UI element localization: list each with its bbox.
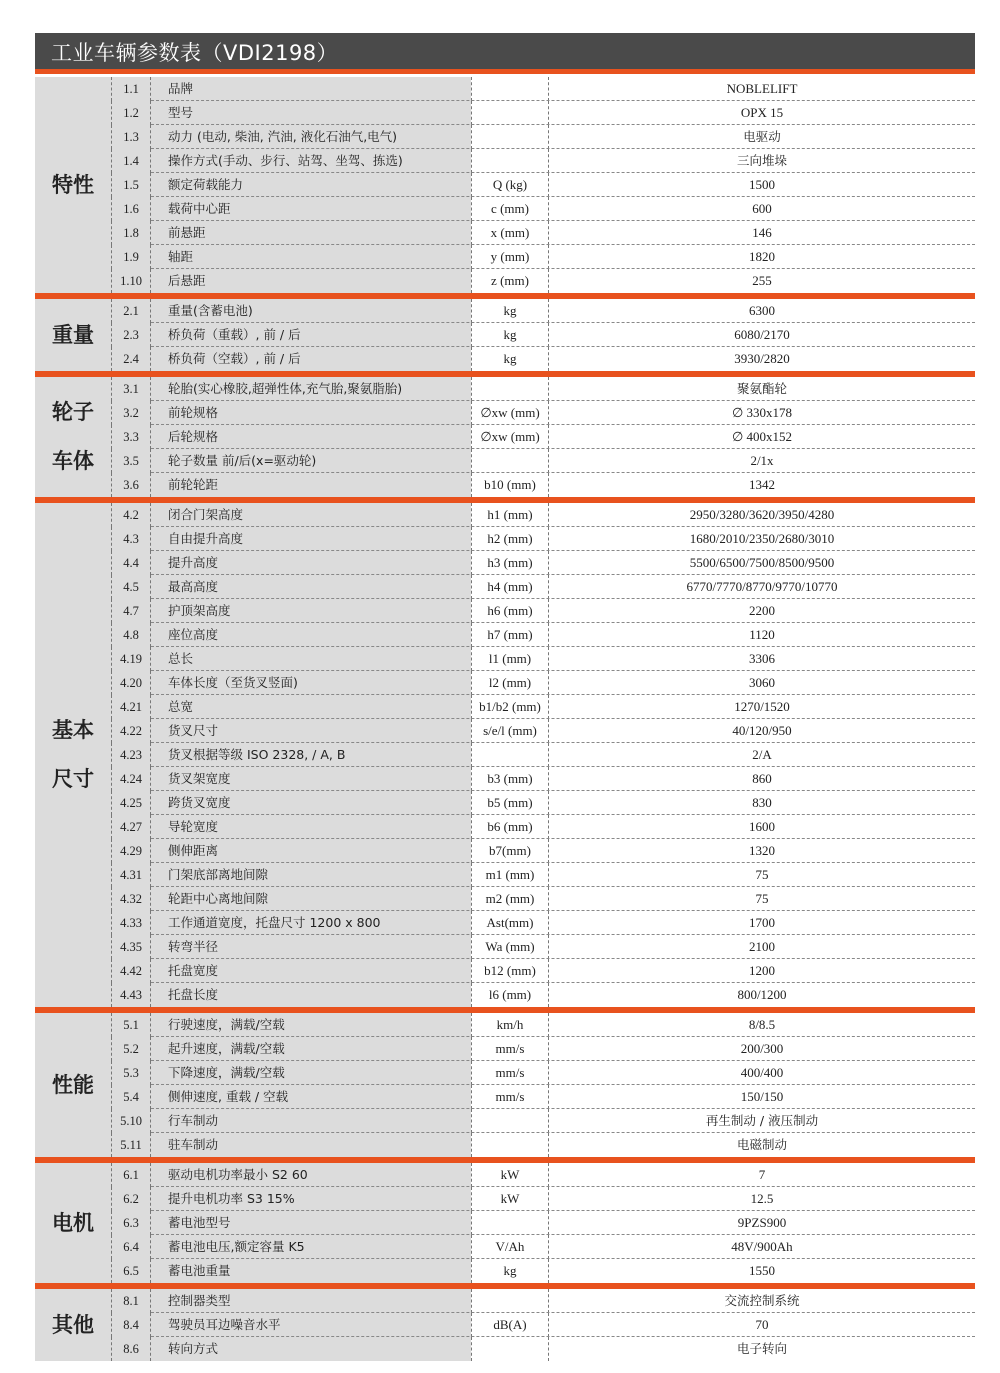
- row-unit: kg: [471, 323, 549, 347]
- row-value: 3306: [549, 647, 975, 671]
- row-index: 4.29: [111, 839, 151, 863]
- row-unit: km/h: [471, 1013, 549, 1037]
- row-unit: Wa (mm): [471, 935, 549, 959]
- row-index: 4.4: [111, 551, 151, 575]
- row-name: 托盘长度: [151, 983, 471, 1007]
- row-index: 5.11: [111, 1133, 151, 1157]
- row-unit: V/Ah: [471, 1235, 549, 1259]
- row-value: 2950/3280/3620/3950/4280: [549, 503, 975, 527]
- row-name: 转向方式: [151, 1337, 471, 1361]
- row-value: 电子转向: [549, 1337, 975, 1361]
- row-name: 后悬距: [151, 269, 471, 293]
- row-value: 1200: [549, 959, 975, 983]
- row-unit: kg: [471, 347, 549, 371]
- row-name: 前轮规格: [151, 401, 471, 425]
- row-value: 48V/900Ah: [549, 1235, 975, 1259]
- row-value: 交流控制系统: [549, 1289, 975, 1313]
- row-index: 6.2: [111, 1187, 151, 1211]
- row-index: 8.1: [111, 1289, 151, 1313]
- spec-row: [35, 527, 975, 551]
- row-value: 75: [549, 863, 975, 887]
- row-unit: kg: [471, 1259, 549, 1283]
- row-index: 4.43: [111, 983, 151, 1007]
- row-index: 1.3: [111, 125, 151, 149]
- row-unit: l2 (mm): [471, 671, 549, 695]
- row-value: 1550: [549, 1259, 975, 1283]
- spec-section: [35, 1289, 975, 1361]
- row-value: 三向堆垛: [549, 149, 975, 173]
- row-unit: [471, 1289, 549, 1313]
- row-unit: c (mm): [471, 197, 549, 221]
- row-index: 4.27: [111, 815, 151, 839]
- row-name: 桥负荷（空载）, 前 / 后: [151, 347, 471, 371]
- row-name: 下降速度，满载/空载: [151, 1061, 471, 1085]
- spec-row: [35, 911, 975, 935]
- row-unit: [471, 1133, 549, 1157]
- row-value: 1680/2010/2350/2680/3010: [549, 527, 975, 551]
- spec-row: [35, 647, 975, 671]
- spec-row: [35, 1337, 975, 1361]
- row-value: 9PZS900: [549, 1211, 975, 1235]
- spec-row: [35, 1109, 975, 1133]
- row-value: 3060: [549, 671, 975, 695]
- row-index: 4.19: [111, 647, 151, 671]
- row-name: 前轮轮距: [151, 473, 471, 497]
- row-value: 255: [549, 269, 975, 293]
- row-unit: dB(A): [471, 1313, 549, 1337]
- row-unit: b5 (mm): [471, 791, 549, 815]
- category-label: 其他: [52, 1312, 94, 1337]
- row-unit: h3 (mm): [471, 551, 549, 575]
- spec-row: [35, 1163, 975, 1187]
- spec-row: [35, 1061, 975, 1085]
- spec-row: [35, 839, 975, 863]
- spec-row: [35, 1235, 975, 1259]
- spec-row: [35, 575, 975, 599]
- row-value: 146: [549, 221, 975, 245]
- spec-row: [35, 1085, 975, 1109]
- row-unit: [471, 125, 549, 149]
- row-name: 侧伸距离: [151, 839, 471, 863]
- row-value: 电驱动: [549, 125, 975, 149]
- row-value: 75: [549, 887, 975, 911]
- row-name: 型号: [151, 101, 471, 125]
- row-name: 座位高度: [151, 623, 471, 647]
- row-index: 1.4: [111, 149, 151, 173]
- row-unit: [471, 101, 549, 125]
- row-value: 6080/2170: [549, 323, 975, 347]
- row-name: 驱动电机功率最小 S2 60: [151, 1163, 471, 1187]
- row-value: 400/400: [549, 1061, 975, 1085]
- spec-section: [35, 299, 975, 371]
- row-unit: [471, 743, 549, 767]
- row-name: 操作方式(手动、步行、站驾、坐驾、拣选): [151, 149, 471, 173]
- row-index: 6.5: [111, 1259, 151, 1283]
- spec-row: [35, 149, 975, 173]
- row-unit: ∅xw (mm): [471, 401, 549, 425]
- row-unit: kW: [471, 1163, 549, 1187]
- row-index: 4.42: [111, 959, 151, 983]
- row-name: 控制器类型: [151, 1289, 471, 1313]
- spec-row: [35, 1289, 975, 1313]
- spec-row: [35, 767, 975, 791]
- row-value: 1700: [549, 911, 975, 935]
- row-name: 轴距: [151, 245, 471, 269]
- row-index: 5.3: [111, 1061, 151, 1085]
- row-value: 6300: [549, 299, 975, 323]
- row-name: 品牌: [151, 77, 471, 101]
- row-index: 3.6: [111, 473, 151, 497]
- row-name: 总宽: [151, 695, 471, 719]
- row-name: 行驶速度，满载/空载: [151, 1013, 471, 1037]
- category-label: 轮子: [52, 400, 94, 424]
- row-unit: m1 (mm): [471, 863, 549, 887]
- row-name: 蓄电池电压,额定容量 K5: [151, 1235, 471, 1259]
- row-name: 动力 (电动, 柴油, 汽油, 液化石油气,电气): [151, 125, 471, 149]
- row-unit: b3 (mm): [471, 767, 549, 791]
- row-name: 托盘宽度: [151, 959, 471, 983]
- spec-section: [35, 1163, 975, 1283]
- row-unit: [471, 449, 549, 473]
- row-index: 4.8: [111, 623, 151, 647]
- row-name: 跨货叉宽度: [151, 791, 471, 815]
- row-name: 车体长度（至货叉竖面): [151, 671, 471, 695]
- row-name: 驾驶员耳边噪音水平: [151, 1313, 471, 1337]
- row-value: 830: [549, 791, 975, 815]
- row-unit: kW: [471, 1187, 549, 1211]
- row-index: 5.10: [111, 1109, 151, 1133]
- row-name: 蓄电池重量: [151, 1259, 471, 1283]
- spec-row: [35, 863, 975, 887]
- row-index: 8.4: [111, 1313, 151, 1337]
- row-unit: h6 (mm): [471, 599, 549, 623]
- spec-row: [35, 791, 975, 815]
- row-index: 4.33: [111, 911, 151, 935]
- row-value: 1270/1520: [549, 695, 975, 719]
- spec-row: [35, 425, 975, 449]
- row-value: 3930/2820: [549, 347, 975, 371]
- row-name: 最高高度: [151, 575, 471, 599]
- row-index: 4.5: [111, 575, 151, 599]
- spec-row: [35, 695, 975, 719]
- row-unit: h7 (mm): [471, 623, 549, 647]
- row-name: 轮子数量 前/后(x=驱动轮): [151, 449, 471, 473]
- row-value: OPX 15: [549, 101, 975, 125]
- spec-row: [35, 503, 975, 527]
- row-index: 3.3: [111, 425, 151, 449]
- row-value: 2/1x: [549, 449, 975, 473]
- row-unit: h4 (mm): [471, 575, 549, 599]
- row-index: 5.1: [111, 1013, 151, 1037]
- row-index: 4.21: [111, 695, 151, 719]
- category-label: 车体: [52, 449, 94, 473]
- row-name: 门架底部离地间隙: [151, 863, 471, 887]
- row-unit: mm/s: [471, 1061, 549, 1085]
- row-index: 3.1: [111, 377, 151, 401]
- row-unit: b1/b2 (mm): [471, 695, 549, 719]
- row-value: 1600: [549, 815, 975, 839]
- spec-row: [35, 245, 975, 269]
- row-index: 4.25: [111, 791, 151, 815]
- row-value: 40/120/950: [549, 719, 975, 743]
- row-name: 货叉尺寸: [151, 719, 471, 743]
- row-index: 2.4: [111, 347, 151, 371]
- row-unit: m2 (mm): [471, 887, 549, 911]
- spec-row: [35, 197, 975, 221]
- row-name: 后轮规格: [151, 425, 471, 449]
- spec-section: [35, 377, 975, 497]
- spec-row: [35, 1133, 975, 1157]
- page-header: [35, 33, 975, 74]
- row-name: 提升电机功率 S3 15%: [151, 1187, 471, 1211]
- row-unit: b12 (mm): [471, 959, 549, 983]
- spec-section: [35, 1013, 975, 1157]
- row-index: 6.3: [111, 1211, 151, 1235]
- row-value: 2100: [549, 935, 975, 959]
- row-name: 货叉根据等级 ISO 2328, / A, B: [151, 743, 471, 767]
- row-index: 4.35: [111, 935, 151, 959]
- row-index: 1.5: [111, 173, 151, 197]
- spec-row: [35, 959, 975, 983]
- row-unit: Ast(mm): [471, 911, 549, 935]
- spec-section: [35, 503, 975, 1007]
- row-unit: ∅xw (mm): [471, 425, 549, 449]
- row-unit: z (mm): [471, 269, 549, 293]
- row-unit: h1 (mm): [471, 503, 549, 527]
- spec-row: [35, 401, 975, 425]
- row-name: 前悬距: [151, 221, 471, 245]
- category-label: 特性: [52, 172, 94, 197]
- spec-row: [35, 815, 975, 839]
- row-index: 4.23: [111, 743, 151, 767]
- row-unit: l1 (mm): [471, 647, 549, 671]
- row-index: 6.4: [111, 1235, 151, 1259]
- row-name: 工作通道宽度，托盘尺寸 1200 x 800: [151, 911, 471, 935]
- row-index: 3.5: [111, 449, 151, 473]
- spec-row: [35, 1187, 975, 1211]
- spec-row: [35, 101, 975, 125]
- row-index: 4.24: [111, 767, 151, 791]
- category-label: 电机: [52, 1210, 94, 1235]
- row-index: 4.20: [111, 671, 151, 695]
- row-value: 电磁制动: [549, 1133, 975, 1157]
- row-name: 自由提升高度: [151, 527, 471, 551]
- row-index: 2.1: [111, 299, 151, 323]
- row-index: 1.10: [111, 269, 151, 293]
- spec-row: [35, 347, 975, 371]
- spec-row: [35, 473, 975, 497]
- row-name: 蓄电池型号: [151, 1211, 471, 1235]
- row-unit: [471, 149, 549, 173]
- row-index: 4.7: [111, 599, 151, 623]
- spec-section: [35, 77, 975, 293]
- spec-row: [35, 1037, 975, 1061]
- row-value: 860: [549, 767, 975, 791]
- row-unit: [471, 1109, 549, 1133]
- row-index: 4.32: [111, 887, 151, 911]
- row-unit: y (mm): [471, 245, 549, 269]
- spec-row: [35, 221, 975, 245]
- row-index: 5.2: [111, 1037, 151, 1061]
- row-value: 200/300: [549, 1037, 975, 1061]
- row-value: 12.5: [549, 1187, 975, 1211]
- spec-row: [35, 671, 975, 695]
- row-value: 600: [549, 197, 975, 221]
- row-value: ∅ 330x178: [549, 401, 975, 425]
- row-unit: b10 (mm): [471, 473, 549, 497]
- spec-row: [35, 743, 975, 767]
- row-value: 1120: [549, 623, 975, 647]
- spec-row: [35, 1259, 975, 1283]
- row-index: 4.2: [111, 503, 151, 527]
- row-index: 4.22: [111, 719, 151, 743]
- spec-row: [35, 983, 975, 1007]
- spec-row: [35, 551, 975, 575]
- row-unit: h2 (mm): [471, 527, 549, 551]
- row-index: 4.3: [111, 527, 151, 551]
- spec-row: [35, 599, 975, 623]
- row-unit: b7(mm): [471, 839, 549, 863]
- spec-row: [35, 719, 975, 743]
- row-unit: [471, 377, 549, 401]
- row-name: 转弯半径: [151, 935, 471, 959]
- row-unit: x (mm): [471, 221, 549, 245]
- spec-row: [35, 449, 975, 473]
- row-value: 6770/7770/8770/9770/10770: [549, 575, 975, 599]
- row-name: 侧伸速度, 重载 / 空载: [151, 1085, 471, 1109]
- row-unit: l6 (mm): [471, 983, 549, 1007]
- row-unit: [471, 77, 549, 101]
- spec-row: [35, 377, 975, 401]
- row-index: 1.2: [111, 101, 151, 125]
- row-name: 驻车制动: [151, 1133, 471, 1157]
- page-title: 工业车辆参数表（VDI2198）: [51, 41, 339, 65]
- spec-row: [35, 269, 975, 293]
- row-value: 150/150: [549, 1085, 975, 1109]
- spec-row: [35, 1013, 975, 1037]
- spec-row: [35, 77, 975, 101]
- row-index: 5.4: [111, 1085, 151, 1109]
- row-value: 800/1200: [549, 983, 975, 1007]
- row-name: 载荷中心距: [151, 197, 471, 221]
- row-index: 4.31: [111, 863, 151, 887]
- row-index: 1.6: [111, 197, 151, 221]
- row-value: NOBLELIFT: [549, 77, 975, 101]
- category-label: 尺寸: [52, 767, 94, 791]
- row-name: 轮距中心离地间隙: [151, 887, 471, 911]
- category-label: 基本: [52, 718, 94, 742]
- spec-row: [35, 1313, 975, 1337]
- row-name: 额定荷载能力: [151, 173, 471, 197]
- spec-row: [35, 1211, 975, 1235]
- row-value: 5500/6500/7500/8500/9500: [549, 551, 975, 575]
- row-index: 2.3: [111, 323, 151, 347]
- row-value: 2200: [549, 599, 975, 623]
- category-label: 重量: [52, 322, 94, 347]
- spec-row: [35, 935, 975, 959]
- row-index: 1.9: [111, 245, 151, 269]
- spec-row: [35, 299, 975, 323]
- row-name: 重量(含蓄电池): [151, 299, 471, 323]
- row-index: 6.1: [111, 1163, 151, 1187]
- row-unit: mm/s: [471, 1085, 549, 1109]
- row-name: 货叉架宽度: [151, 767, 471, 791]
- row-unit: s/e/l (mm): [471, 719, 549, 743]
- row-value: 再生制动 / 液压制动: [549, 1109, 975, 1133]
- row-value: 8/8.5: [549, 1013, 975, 1037]
- row-value: ∅ 400x152: [549, 425, 975, 449]
- row-unit: mm/s: [471, 1037, 549, 1061]
- row-value: 1500: [549, 173, 975, 197]
- spec-row: [35, 623, 975, 647]
- row-name: 护顶架高度: [151, 599, 471, 623]
- row-value: 70: [549, 1313, 975, 1337]
- row-name: 闭合门架高度: [151, 503, 471, 527]
- row-unit: b6 (mm): [471, 815, 549, 839]
- row-index: 8.6: [111, 1337, 151, 1361]
- row-index: 1.8: [111, 221, 151, 245]
- row-name: 轮胎(实心橡胶,超弹性体,充气胎,聚氨脂胎): [151, 377, 471, 401]
- spec-row: [35, 887, 975, 911]
- row-value: 2/A: [549, 743, 975, 767]
- spec-row: [35, 173, 975, 197]
- row-name: 导轮宽度: [151, 815, 471, 839]
- row-name: 总长: [151, 647, 471, 671]
- row-unit: [471, 1337, 549, 1361]
- row-index: 1.1: [111, 77, 151, 101]
- row-unit: kg: [471, 299, 549, 323]
- spec-table: [35, 77, 975, 1361]
- category-label: 性能: [52, 1072, 94, 1097]
- row-value: 1342: [549, 473, 975, 497]
- spec-row: [35, 125, 975, 149]
- row-name: 起升速度，满载/空载: [151, 1037, 471, 1061]
- row-value: 聚氨酯轮: [549, 377, 975, 401]
- row-name: 行车制动: [151, 1109, 471, 1133]
- row-name: 桥负荷（重载）, 前 / 后: [151, 323, 471, 347]
- row-value: 1820: [549, 245, 975, 269]
- spec-row: [35, 323, 975, 347]
- row-name: 提升高度: [151, 551, 471, 575]
- row-unit: Q (kg): [471, 173, 549, 197]
- row-value: 7: [549, 1163, 975, 1187]
- row-unit: [471, 1211, 549, 1235]
- row-index: 3.2: [111, 401, 151, 425]
- row-value: 1320: [549, 839, 975, 863]
